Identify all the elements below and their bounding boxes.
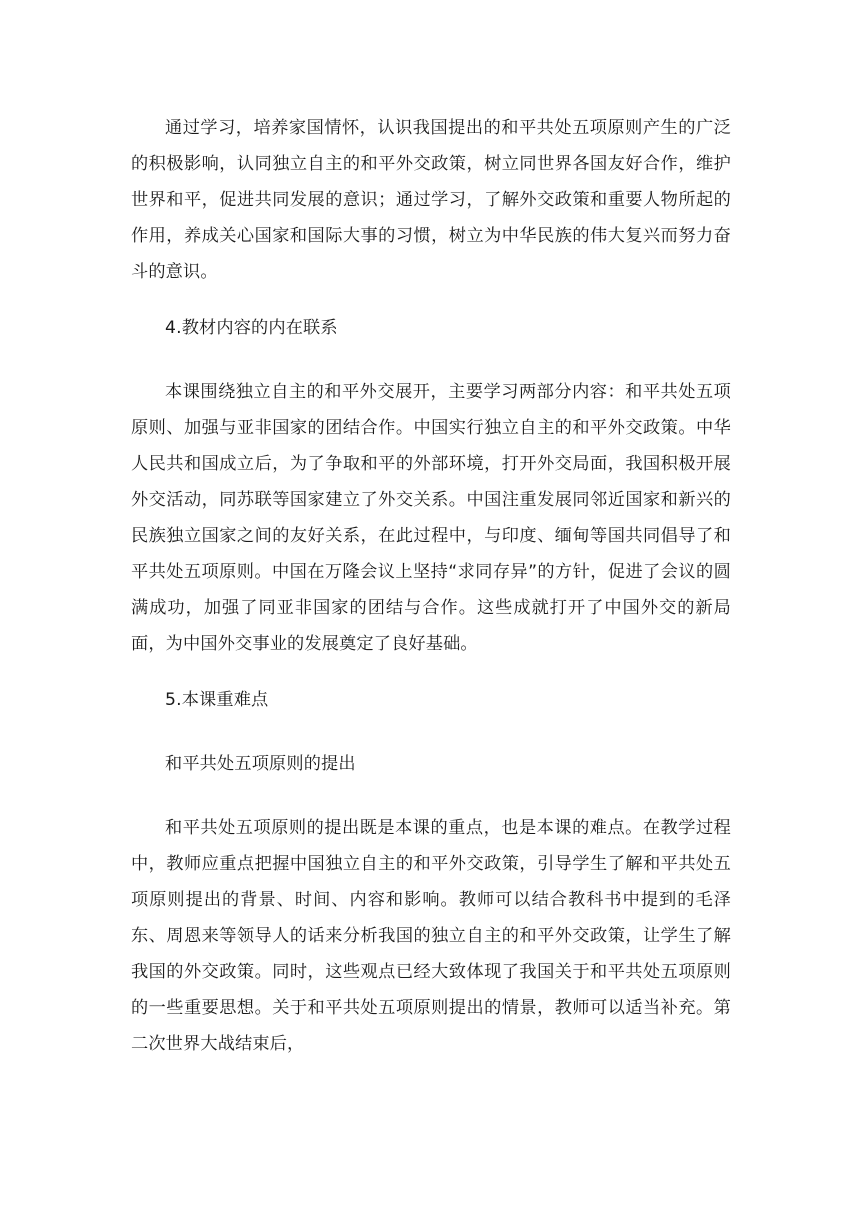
document-page (131, 110, 731, 1082)
paragraph-key-points: 和平共处五项原则的提出既是本课的重点，也是本课的难点。在教学过程中，教师应重点把握中国独立自主的和平外交政策，引导学生了解和平共处五项原则提出的背景、时间、内容和影响。教师可以结合教科书中提到的毛泽东、周恩来等领导人的话来分析我国的独立自主的和平外交政策，让学生了解我国的外交政策。同时，这些观点已经大致体现了我国关于和平共处五项原则的一些重要思想。关于和平共处五项原则提出的情景，教师可以适当补充。第二次世界大战结束后， (131, 818, 731, 1054)
section-heading-content-links: 4.教材内容的内在联系 (165, 318, 338, 338)
paragraph-content-links: 本课围绕独立自主的和平外交展开，主要学习两部分内容：和平共处五项原则、加强与亚非国家的团结合作。中国实行独立自主的和平外交政策。中华人民共和国成立后，为了争取和平的外部环境，打开外交局面，我国积极开展外交活动，同苏联等国家建立了外交关系。中国注重发展同邻近国家和新兴的民族独立国家之间的友好关系，在此过程中，与印度、缅甸等国共同倡导了和平共处五项原则。中国在万隆会议上坚持“求同存异”的方针，促进了会议的圆满成功，加强了同亚非国家的团结与合作。这些成就打开了中国外交的新局面，为中国外交事业的发展奠定了良好基础。 (131, 382, 731, 654)
section-heading-key-points: 5.本课重难点 (165, 690, 269, 710)
paragraph-learning-goals: 通过学习，培养家国情怀，认识我国提出的和平共处五项原则产生的广泛的积极影响，认同独立自主的和平外交政策，树立同世界各国友好合作，维护世界和平，促进共同发展的意识；通过学习，了解外交政策和重要人物所起的作用，养成关心国家和国际大事的习惯，树立为中华民族的伟大复兴而努力奋斗的意识。 (131, 118, 731, 282)
subheading-five-principles: 和平共处五项原则的提出 (165, 754, 356, 774)
